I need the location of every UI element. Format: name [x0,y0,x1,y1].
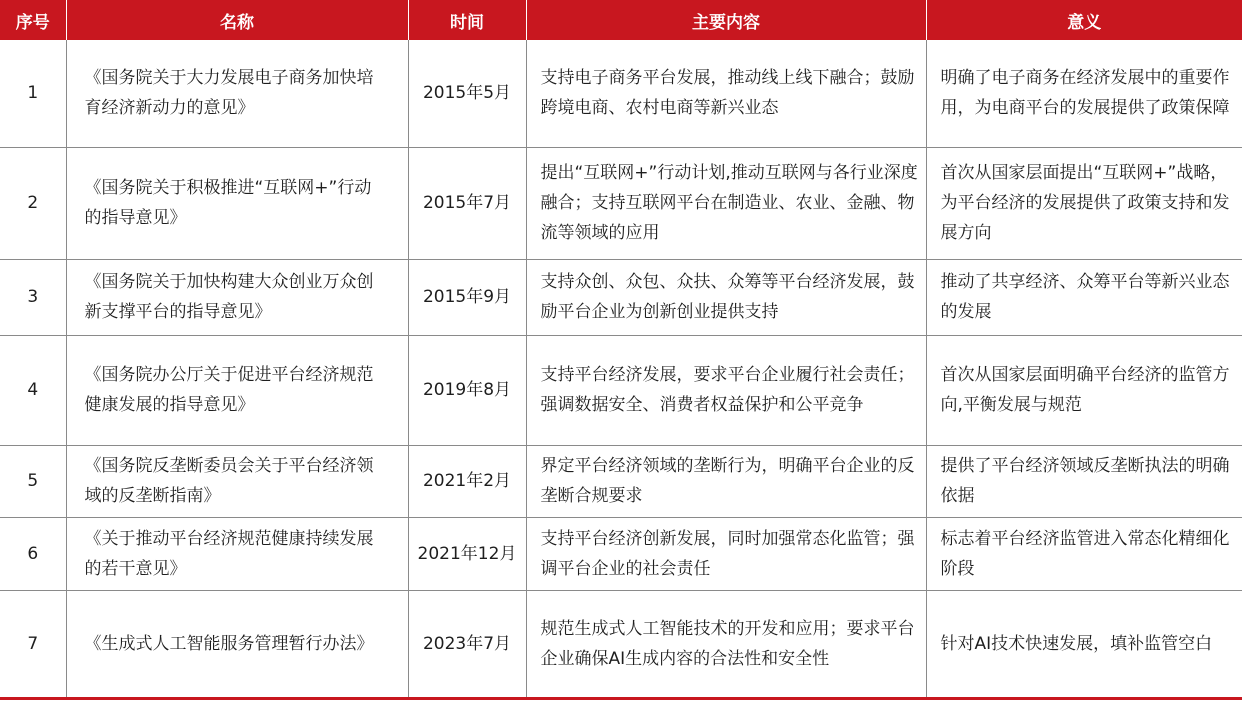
table-row [0,517,1242,590]
cell-date: 2021年12月 [408,517,526,590]
cell-index: 5 [0,445,66,517]
cell-name: 《国务院关于加快构建大众创业万众创新支撑平台的指导意见》 [66,259,408,335]
table-row [0,40,1242,147]
cell-content: 提出“互联网+”行动计划,推动互联网与各行业深度融合；支持互联网平台在制造业、农业、金融、物流等领域的应用 [526,147,926,259]
header-significance: 意义 [926,0,1242,40]
cell-name: 《国务院关于大力发展电子商务加快培育经济新动力的意见》 [66,40,408,147]
table-row [0,445,1242,517]
cell-significance: 明确了电子商务在经济发展中的重要作用，为电商平台的发展提供了政策保障 [926,40,1242,147]
cell-name: 《国务院办公厅关于促进平台经济规范健康发展的指导意见》 [66,335,408,445]
cell-date: 2015年9月 [408,259,526,335]
cell-name: 《国务院反垄断委员会关于平台经济领域的反垄断指南》 [66,445,408,517]
cell-index: 7 [0,590,66,698]
cell-content: 支持电子商务平台发展，推动线上线下融合；鼓励跨境电商、农村电商等新兴业态 [526,40,926,147]
cell-index: 1 [0,40,66,147]
cell-name: 《国务院关于积极推进“互联网+”行动的指导意见》 [66,147,408,259]
table-row [0,259,1242,335]
cell-date: 2015年7月 [408,147,526,259]
cell-date: 2023年7月 [408,590,526,698]
cell-significance: 推动了共享经济、众筹平台等新兴业态的发展 [926,259,1242,335]
cell-content: 界定平台经济领域的垄断行为，明确平台企业的反垄断合规要求 [526,445,926,517]
cell-significance: 针对AI技术快速发展，填补监管空白 [926,590,1242,698]
header-name: 名称 [66,0,408,40]
table-body [0,40,1242,698]
cell-content: 规范生成式人工智能技术的开发和应用；要求平台企业确保AI生成内容的合法性和安全性 [526,590,926,698]
header-row [0,0,1242,40]
table-header [0,0,1242,40]
cell-index: 4 [0,335,66,445]
cell-content: 支持平台经济发展，要求平台企业履行社会责任；强调数据安全、消费者权益保护和公平竞争 [526,335,926,445]
table-row [0,335,1242,445]
cell-date: 2015年5月 [408,40,526,147]
header-content: 主要内容 [526,0,926,40]
cell-significance: 首次从国家层面明确平台经济的监管方向,平衡发展与规范 [926,335,1242,445]
cell-date: 2021年2月 [408,445,526,517]
cell-significance: 首次从国家层面提出“互联网+”战略，为平台经济的发展提供了政策支持和发展方向 [926,147,1242,259]
cell-significance: 提供了平台经济领域反垄断执法的明确依据 [926,445,1242,517]
cell-name: 《生成式人工智能服务管理暂行办法》 [66,590,408,698]
cell-content: 支持众创、众包、众扶、众筹等平台经济发展，鼓励平台企业为创新创业提供支持 [526,259,926,335]
cell-significance: 标志着平台经济监管进入常态化精细化阶段 [926,517,1242,590]
cell-date: 2019年8月 [408,335,526,445]
cell-content: 支持平台经济创新发展，同时加强常态化监管；强调平台企业的社会责任 [526,517,926,590]
table-row [0,590,1242,698]
cell-name: 《关于推动平台经济规范健康持续发展的若干意见》 [66,517,408,590]
header-index: 序号 [0,0,66,40]
cell-index: 6 [0,517,66,590]
header-date: 时间 [408,0,526,40]
cell-index: 2 [0,147,66,259]
cell-index: 3 [0,259,66,335]
table-row [0,147,1242,259]
